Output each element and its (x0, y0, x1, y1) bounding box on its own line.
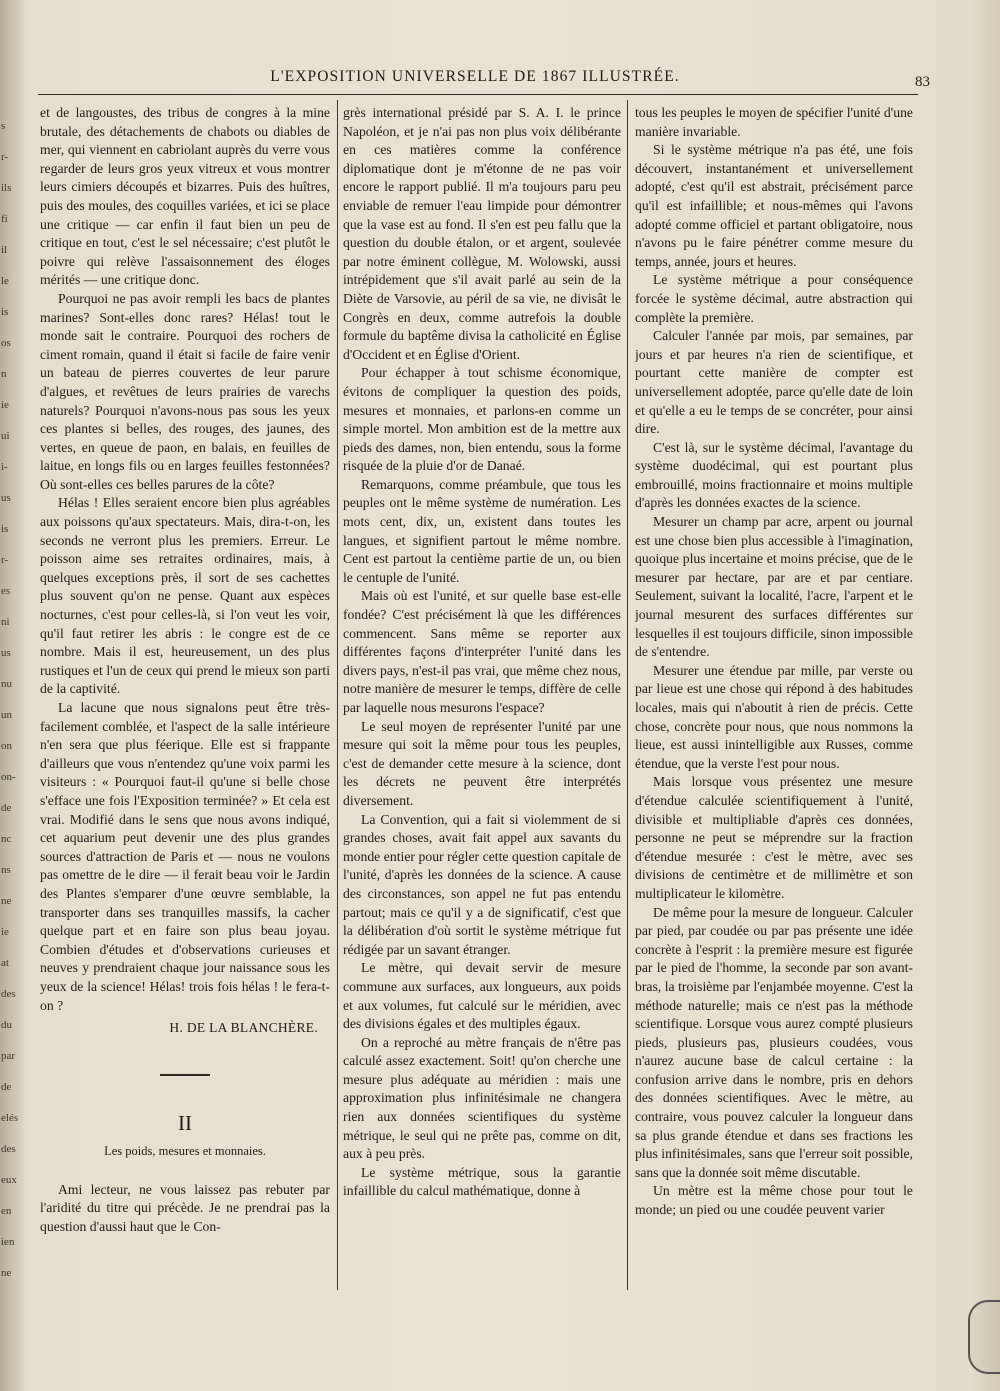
section-separator (160, 1074, 210, 1076)
margin-fragment: ne (1, 1267, 12, 1279)
paragraph: Mesurer un champ par acre, arpent ou journal est une chose bien plus accessible à l'imagination, quoique plus incertaine et moins précise, que de le mesurer par hectare, par are et par centiare. Seulement, suivant la localité, l'acre, l'arpent et le journal mesurent des surfaces différentes sur lesquelles il est toujours difficile, sinon impossible de s'entendre. (635, 514, 913, 660)
margin-fragment: ie (1, 399, 9, 411)
paragraph: Ami lecteur, ne vous laissez pas rebuter par l'aridité du titre qui précède. Je ne prendrai pas la question d'aussi haut que le Con- (40, 1181, 330, 1235)
margin-fragment: nc (1, 833, 12, 845)
paragraph: Si le système métrique n'a pas été, une fois découvert, instantanément et universellement adopté, c'est qu'il est abstrait, précisément parce qu'il est infaillible; et nous-mêmes qui l'avons adopté comme officiel et partant obligatoire, nous n'avons pu le faire pénétrer comme mesure du temps, année, jours et heures. (635, 142, 913, 269)
margin-fragment: de (1, 1081, 12, 1093)
margin-fragment: ie (1, 926, 9, 938)
margin-fragment: us (1, 647, 11, 659)
paragraph: Hélas ! Elles seraient encore bien plus agréables aux poissons qu'aux spectateurs. Mais, dira-t-on, les seconds ne verront plus les premiers. Erreur. Le poisson aime ses retraites ordinaires, mais, à quelques exceptions près, il sort de ses cachettes plus souvent qu'on ne pense. Quant aux espèces nocturnes, c'est pour celles-là, si l'on veut les voir, qu'il faut retirer les abris : le congre est de ce nombre. Mais il est, heureusement, un des plus rustiques et l'un de ceux qui prend le mieux son parti de la captivité. (40, 495, 330, 697)
margin-fragment: du (1, 1019, 12, 1031)
paragraph: et de langoustes, des tribus de congres à la mine brutale, des détachements de chabots ou diables de mer, qui viennent en cabriolant auprès du verre vous regarder de leurs gros yeux vitreux et vous montrer leurs cimiers découpés et bizarres. Puis des huîtres, puis des moules, des coquilles variées, et ici se place une critique — car enfin il faut bien un peu de critique en tout, c'est le sel nécessaire; c'est plutôt le poivre qui relève l'assaisonnement des éloges mérités — une critique donc. (40, 105, 330, 288)
paragraph: Le seul moyen de représenter l'unité par une mesure qui soit la même pour tous les peuples, c'est de demander cette mesure à la science, dont les décrets ne peuvent être interprétés diversement. (343, 718, 621, 808)
paragraph: De même pour la mesure de longueur. Calculer par pied, par coudée ou par pas présente une idée concrète à l'esprit : la première mesure est figurée par le pied de l'homme, la seconde par son avant-bras, la troisième par l'enjambée moyenne. C'est la méthode naturelle; mais ce n'est pas la méthode scientifique. Lorsque vous aurez compté plusieurs pieds, plusieurs pas, plusieurs coudées, vous n'aurez aucune base de calcul certaine : la confusion arrive dans le nombre, pris en dehors des données scientifiques. Avec le mètre, au contraire, vous pouvez calculer la longueur dans sa plus grande étendue et dans ses fractions les plus infinitésimales, sans que l'erreur soit possible, sans que la donnée soit même discutable. (635, 904, 913, 1180)
adjacent-page-edge (0, 0, 24, 1391)
paragraph: On a reproché au mètre français de n'être pas calculé assez exactement. Soit! qu'on cherche une mesure plus adéquate au méridien : mais une approximation plus infinitésimale ne changera rien aux données scientifiques du système métrique, le seul qui ne prête pas, comme on dit, aux à peu près. (343, 1034, 621, 1162)
paragraph: Un mètre est la même chose pour tout le monde; un pied ou une coudée peuvent varier (635, 1183, 913, 1218)
margin-fragment: on (1, 740, 12, 752)
paragraph: Le système métrique, sous la garantie infaillible du calcul mathématique, donne à (343, 1164, 621, 1199)
margin-fragment: s (1, 120, 6, 132)
margin-fragment: des (1, 1143, 16, 1155)
paragraph: Calculer l'année par mois, par semaines, par jours et par heures n'a rien de scientifique, et pourtant cette manière de compter est universellement adoptée, parce qu'elle date de loin et qu'elle a eu le temps de se concréter, pour ainsi dire. (635, 328, 913, 437)
margin-fragment: r- (1, 554, 9, 566)
column-2 (343, 104, 621, 1309)
margin-fragment: ns (1, 864, 11, 876)
margin-fragment: on- (1, 771, 16, 783)
header-rule (38, 94, 918, 95)
author-signature: H. DE LA BLANCHÈRE. (169, 1020, 318, 1036)
margin-fragment: ne (1, 895, 12, 907)
margin-fragment: ui (1, 430, 10, 442)
margin-fragment: des (1, 988, 16, 1000)
paragraph: La Convention, qui a fait si violemment de si grandes choses, avait fait appel aux savants du monde entier pour régler cette question capitale de l'unité, d'après les données de la science. A cause des circonstances, son appel ne fut pas entendu partout; mais ce qu'il y a de significatif, c'est que la délibération d'où sortit le système métrique fut rédigée par un savant étranger. (343, 811, 621, 957)
paragraph: Remarquons, comme préambule, que tous les peuples ont le même système de numération. Les mots cent, dix, un, existent dans toutes les langues, et signifient partout le même nombre. Cent est partout la centième partie de un, ou bien le centuple de l'unité. (343, 476, 621, 585)
paragraph: Pour échapper à tout schisme économique, évitons de compliquer la question des poids, mesures et monnaies, et parlons-en comme un simple mortel. Mon ambition est de la mettre aux pieds des dames, non, bien entendu, sous la forme risquée de la pluie d'or de Danaé. (343, 365, 621, 474)
column-1 (40, 104, 330, 1309)
margin-fragment: i- (1, 461, 8, 473)
paragraph: Le mètre, qui devait servir de mesure commune aux surfaces, aux longueurs, aux poids et aux volumes, fut calculé sur le méridien, avec des divisions égales et des multiples égaux. (343, 960, 621, 1032)
paragraph: La lacune que nous signalons peut être très-facilement comblée, et l'aspect de la salle intérieure n'en sera que plus féerique. Elle est si frappante d'ailleurs que vous n'entendez qu'une voix parmi les visiteurs : « Pourquoi faut-il qu'une si belle chose s'efface une fois l'Exposition terminée? » Et cela est vrai. Modifié dans le sens que nous avons indiqué, cet aquarium peut devenir une des plus grandes sources d'attraction de Paris et — nous ne voulons pas omettre de le dire — il ferait beau voir le Jardin des Plantes s'emparer d'une œuvre semblable, la transporter dans ses tranquilles massifs, la cacher quelque part et en faire son plus beau joyau. Combien d'études et d'observations curieuses et neuves y prendraient chaque jour naissance sous les yeux de la science! Hélas! trois fois hélas ! le fera-t-on ? (40, 700, 330, 1013)
margin-fragment: de (1, 802, 12, 814)
margin-fragment: ils (1, 182, 12, 194)
margin-fragment: is (1, 523, 9, 535)
margin-fragment: ien (1, 1236, 15, 1248)
page-number: 83 (915, 74, 930, 90)
paragraph: grès international présidé par S. A. I. le prince Napoléon, et je n'ai pas non plus voix délibérante en ces matières comme la conférence diplomatique dont je m'étonne de ne pas voir encore le rapport publié. Il m'a toujours paru peu enviable de remuer l'eau limpide pour démontrer que la vase est au fond. Il s'en est peu fallu que la question du double étalon, or et argent, soulevée par notre éminent collègue, M. Wolowski, aussi intrépidement que s'il avait parlé au sein de la Diète de Varsovie, au péril de sa vie, ne divisât le Congrès en deux, comme autrefois la double formule du baptême divisa la catholicité en Église d'Occident et en Église d'Orient. (343, 105, 621, 362)
section-number: II (178, 1110, 192, 1135)
margin-fragment: r- (1, 151, 9, 163)
column-divider-1 (337, 100, 338, 1290)
section-title: Les poids, mesures et monnaies. (104, 1144, 266, 1159)
paragraph: Mesurer une étendue par mille, par verste ou par lieue est une chose qui répond à des habitudes locales, mais qui n'aboutit à rien de précis. Cette chose, concrète pour nous, que nous nommons la lieue, est aussi inintelligible aux Russes, comme étendue, que la verste l'est pour nous. (635, 662, 913, 771)
column-divider-2 (627, 100, 628, 1290)
paragraph: Mais où est l'unité, et sur quelle base est-elle fondée? C'est précisément là que les différences commencent. Sans même se reporter aux différentes façons d'interpréter l'unité dans les divers pays, n'est-il pas vrai, que même chez nous, notre manière de mesurer le temps, diffère de celle par laquelle nous mesurons l'espace? (343, 588, 621, 715)
paragraph: Le système métrique a pour conséquence forcée le système décimal, autre abstraction qui complète la première. (635, 272, 913, 325)
margin-fragment: fi (1, 213, 8, 225)
running-title: L'EXPOSITION UNIVERSELLE DE 1867 ILLUSTRÉE. (270, 68, 680, 85)
margin-fragment: elés (1, 1112, 19, 1124)
margin-fragment: us (1, 492, 11, 504)
margin-fragment: n (1, 368, 7, 380)
page-header (30, 68, 930, 90)
paragraph: Mais lorsque vous présentez une mesure d'étendue calculée scientifiquement à l'unité, divisible et multipliable d'après ces données, personne ne peut se méprendre sur la fraction d'étendue mesurée : c'est le mètre, avec ses divisions de centimètre et de millimètre et son multiplicateur le kilomètre. (635, 774, 913, 901)
paragraph: Pourquoi ne pas avoir rempli les bacs de plantes marines? Sont-elles donc rares? Hélas! tout le monde sait le contraire. Pourquoi des rochers de ciment romain, quand il était si facile de faire venir un bateau de pierres couvertes de leur parure d'algues, et revêtues de leurs prairies de varechs naturels? Pourquoi n'avons-nous pas sous les yeux ces plantes si belles, des rouges, des jaunes, des vertes, en queue de paon, en balais, en feuilles de laitue, en longs fils ou en larges feuilles festonnées? Où sont-elles ces belles parures de la côte? (40, 290, 330, 492)
margin-fragment: nu (1, 678, 12, 690)
margin-fragment: en (1, 1205, 12, 1217)
binder-clip (968, 1300, 1000, 1374)
paragraph: C'est là, sur le système décimal, l'avantage du système duodécimal, qui est pourtant plus embrouillé, moins fractionnaire et moins multiple d'après les données exactes de la science. (635, 439, 913, 511)
margin-fragment: is (1, 306, 9, 318)
margin-fragment: le (1, 275, 9, 287)
column-3 (635, 104, 913, 1309)
margin-fragment: os (1, 337, 11, 349)
margin-fragment: es (1, 585, 11, 597)
margin-fragment: il (1, 244, 8, 256)
paragraph: tous les peuples le moyen de spécifier l'unité d'une manière invariable. (635, 105, 913, 139)
margin-fragment: ni (1, 616, 10, 628)
margin-fragment: eux (1, 1174, 17, 1186)
margin-fragment: par (1, 1050, 16, 1062)
margin-fragment: at (1, 957, 9, 969)
margin-fragment: un (1, 709, 12, 721)
